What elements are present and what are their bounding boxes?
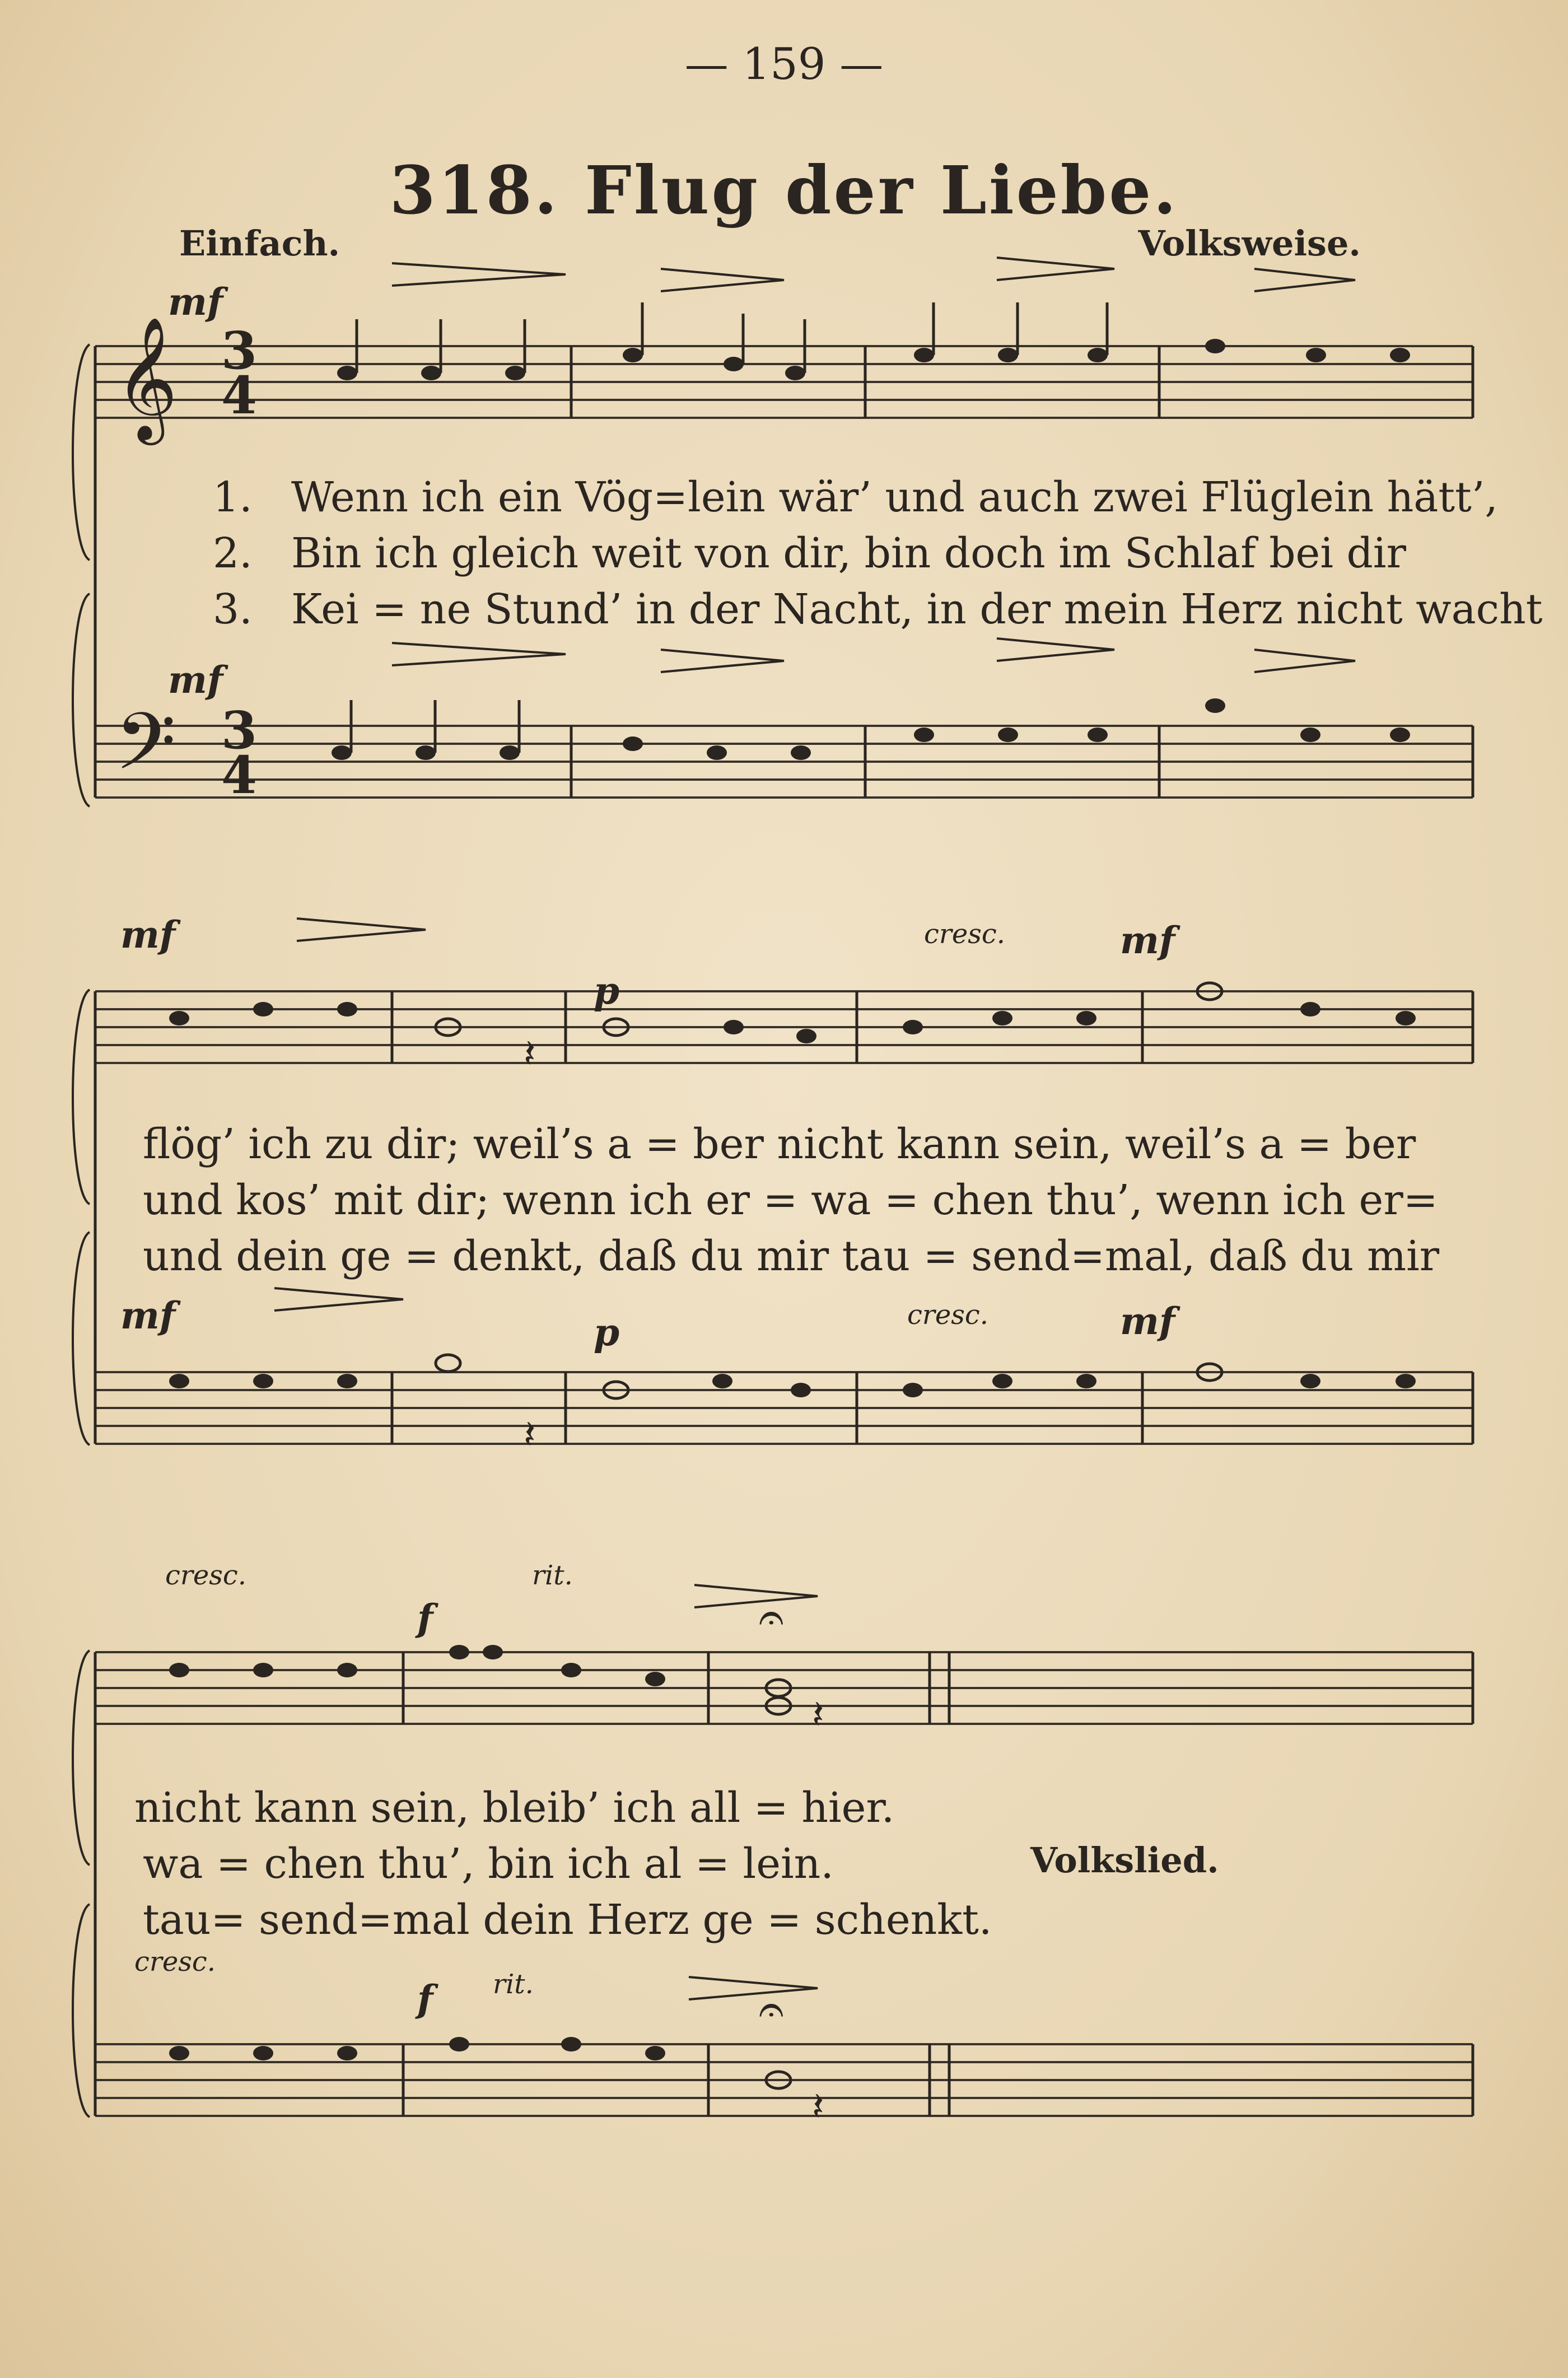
dynamic-rit: rit. [493,1969,534,2000]
time-signature-bottom: 4 [221,745,258,805]
crescendo-hairpin-4 [997,638,1114,661]
crescendo-hairpin-1 [392,263,566,286]
treble-clef-icon: 𝄞 [115,316,178,440]
quarter-rest-icon: 𝄽 [524,1031,536,1076]
lyric-verse-3-line-3: tau= send=mal dein Herz ge = schenkt. [143,1896,992,1944]
decrescendo-hairpin-8 [689,1977,818,1999]
dynamic-cresc: cresc. [165,1560,247,1591]
verse-number: 2. [213,529,253,577]
dynamic-cresc: cresc. [924,918,1006,950]
fermata-icon: 𝄐 [759,1591,784,1643]
lyric-verse-1-line-1: Wenn ich ein Vög=lein wär’ und auch zwei Flüglein hätt’, [291,473,1498,521]
decrescendo-hairpin-6 [274,1288,403,1311]
page-number: — 159 — [684,39,884,90]
system-2-treble-staff [95,991,1473,1063]
dynamic-mf: mf [168,280,223,324]
lyric-verse-2-line-3: wa = chen thu’, bin ich al = lein. [143,1840,834,1888]
dynamic-mf: mf [120,1294,176,1337]
lyric-verse-2-line-1: Bin ich gleich weit von dir, bin doch im Schlaf bei dir [291,529,1406,577]
quarter-rest-icon: 𝄽 [812,1691,824,1737]
lyric-verse-1-line-3: nicht kann sein, bleib’ ich all = hier. [134,1784,895,1832]
system-1-treble-staff [95,346,1473,418]
decrescendo-hairpin-4 [1254,650,1355,672]
dynamic-f: f [417,1977,433,2021]
decrescendo-hairpin-1 [661,269,784,291]
lyric-verse-2-line-2: und kos’ mit dir; wenn ich er = wa = chen thu’, wenn ich er= [143,1176,1438,1224]
decrescendo-hairpin-5 [297,918,426,941]
crescendo-hairpin-2 [997,258,1114,280]
system-2-bass-staff [95,1372,1473,1444]
dynamic-cresc: cresc. [907,1299,989,1331]
lyric-verse-3-line-2: und dein ge = denkt, daß du mir tau = send=mal, daß du mir [143,1232,1440,1280]
bass-clef-icon: 𝄢 [115,696,176,807]
system-2-brace [73,990,90,1445]
lyric-verse-3-line-1: Kei = ne Stund’ in der Nacht, in der mein Herz nicht wacht [291,585,1543,633]
tempo-marking: Einfach. [179,223,340,264]
dynamic-mf: mf [120,913,176,957]
time-signature-top: 3 [221,320,258,381]
decrescendo-hairpin-2 [1254,269,1355,291]
dynamic-mf: mf [168,658,223,702]
decrescendo-hairpin-7 [694,1585,818,1607]
footer-attribution: Volkslied. [1030,1840,1219,1881]
quarter-rest-icon: 𝄽 [524,1411,536,1457]
system-1-brace [73,344,90,806]
dynamic-p: p [594,969,620,1013]
dynamic-p: p [594,1311,620,1354]
time-signature-bottom: 4 [221,365,258,426]
system-1-bass-staff [95,726,1473,798]
system-3-brace [73,1650,90,2117]
fermata-icon: 𝄐 [759,1983,784,2035]
verse-number: 1. [213,473,253,521]
system-3-bass-staff [95,2044,1473,2116]
dynamic-mf: mf [1120,918,1175,962]
lyric-verse-1-line-2: flög’ ich zu dir; weil’s a = ber nicht kann sein, weil’s a = ber [143,1120,1416,1168]
quarter-rest-icon: 𝄽 [812,2083,824,2129]
time-signature-top: 3 [221,700,258,761]
crescendo-hairpin-3 [392,643,566,665]
song-title: 318. Flug der Liebe. [389,151,1179,229]
dynamic-f: f [417,1596,433,1640]
verse-number: 3. [213,585,253,633]
dynamic-rit: rit. [532,1560,573,1591]
dynamic-mf: mf [1120,1299,1175,1343]
dynamic-cresc: cresc. [134,1946,216,1978]
decrescendo-hairpin-3 [661,650,784,672]
source-attribution: Volksweise. [1138,223,1361,264]
